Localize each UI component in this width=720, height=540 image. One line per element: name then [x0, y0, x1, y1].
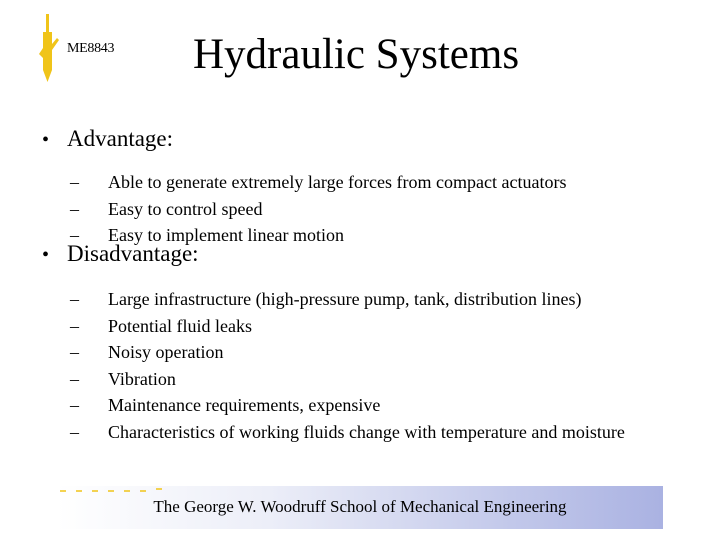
footer-text: The George W. Woodruff School of Mechanical Engineering [153, 497, 567, 516]
course-code: ME8843 [67, 41, 115, 56]
dash-icon: – [70, 172, 79, 192]
georgia-tech-tower-icon [37, 14, 61, 84]
list-item-text: Easy to implement linear motion [108, 225, 344, 245]
dash-icon: – [70, 198, 79, 219]
list-item-text: Noisy operation [108, 342, 224, 362]
dash-icon: – [70, 315, 79, 336]
list-item [42, 286, 625, 313]
list-item-text: Able to generate extremely large forces from compact actuators [108, 172, 567, 192]
dash-icon: – [70, 225, 79, 245]
section-heading-text: Disadvantage: [67, 241, 199, 266]
section-heading-text: Advantage: [67, 126, 174, 151]
list-item-text: Maintenance requirements, expensive [108, 395, 381, 415]
list-item [42, 392, 625, 419]
dash-icon: – [70, 421, 79, 442]
dash-icon: – [70, 368, 79, 389]
footer-dash-decoration [57, 482, 172, 494]
list-item-text: Vibration [108, 368, 176, 389]
advantage-section [42, 126, 566, 249]
dash-icon: – [70, 289, 79, 309]
bullet-icon: • [42, 129, 50, 151]
list-item-text: Potential fluid leaks [108, 315, 252, 336]
dash-icon: – [70, 395, 79, 415]
list-item-text: Characteristics of working fluids change with temperature and moisture [108, 421, 625, 442]
section-heading [42, 241, 625, 268]
list-item-text: Easy to control speed [108, 198, 263, 219]
list-item [42, 313, 625, 340]
slide-title: Hydraulic Systems [193, 31, 520, 78]
list-item [42, 339, 625, 366]
list-item-text: Large infrastructure (high-pressure pump, tank, distribution lines) [108, 289, 582, 309]
disadvantage-section [42, 241, 625, 445]
disadvantage-list [42, 286, 625, 445]
section-heading [42, 126, 566, 153]
bullet-icon: • [42, 244, 50, 266]
dash-icon: – [70, 342, 79, 362]
advantage-list [42, 169, 566, 249]
list-item [42, 366, 625, 393]
list-item [42, 419, 625, 446]
list-item [42, 196, 566, 223]
list-item [42, 169, 566, 196]
